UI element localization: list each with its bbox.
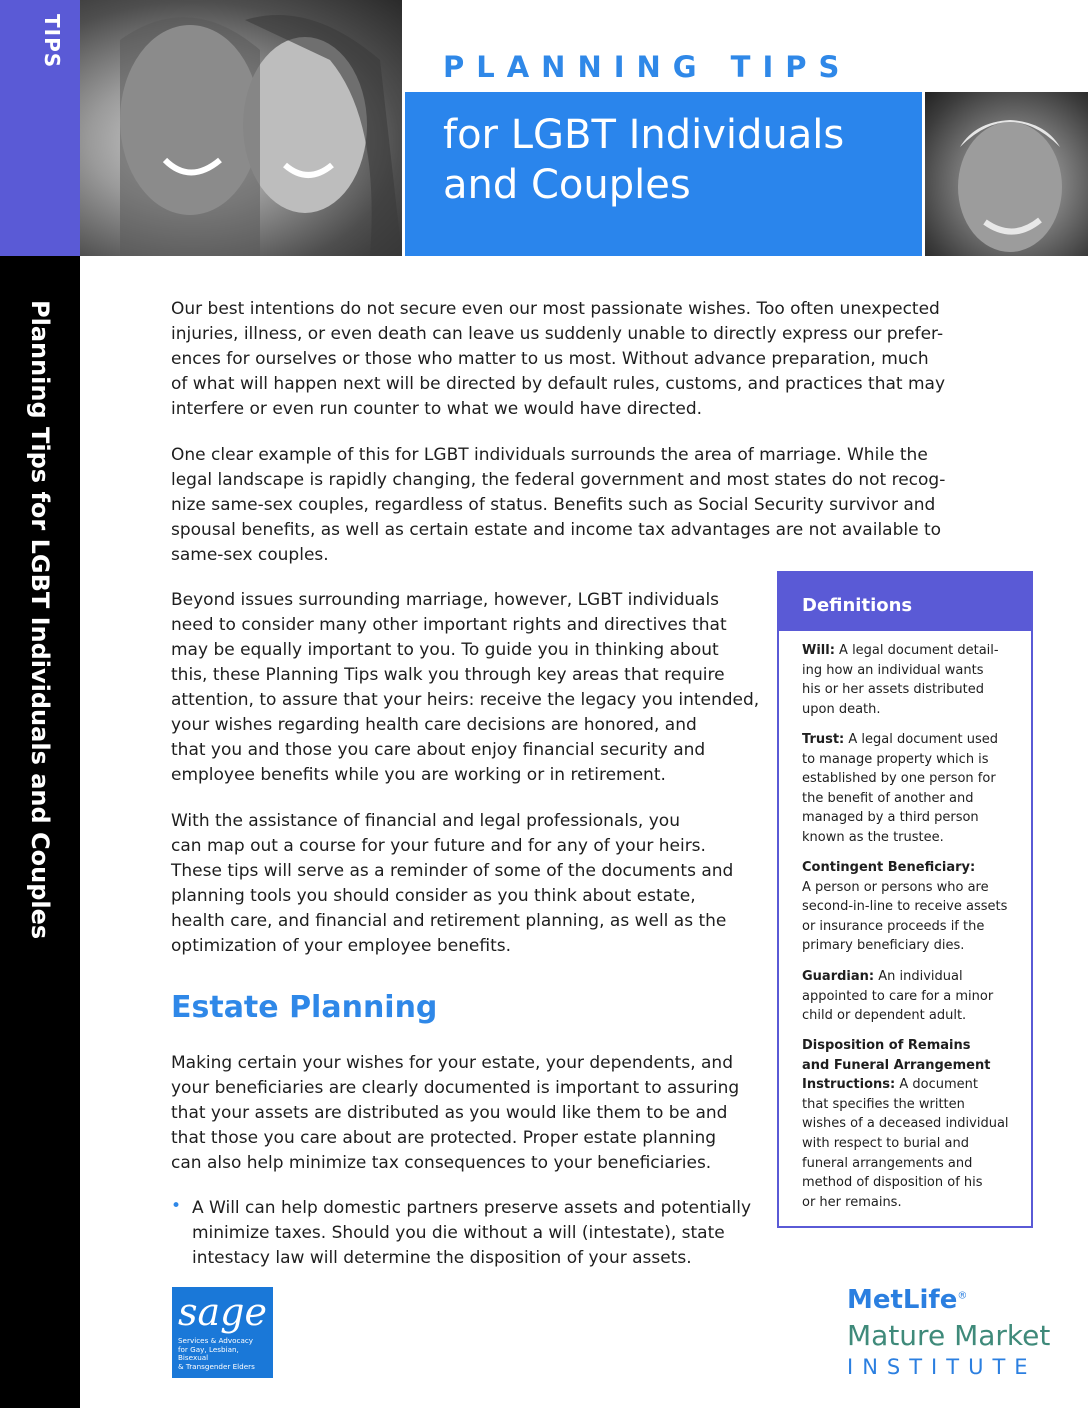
text-line: established by one person for xyxy=(802,771,996,787)
text-line: managed by a third person xyxy=(802,810,979,826)
sage-tagline-line: for Gay, Lesbian, Bisexual xyxy=(178,1344,239,1363)
sage-logo xyxy=(172,1287,273,1378)
text-line: Beyond issues surrounding marriage, however, LGBT individuals xyxy=(171,590,720,610)
text-line: known as the trustee. xyxy=(802,829,944,845)
sage-tagline-line: Services & Advocacy xyxy=(178,1336,254,1345)
definition-term: and Funeral Arrangement xyxy=(802,1057,991,1073)
text-line: your wishes regarding health care decisions are honored, and xyxy=(171,715,697,735)
text-line: with respect to burial and xyxy=(802,1135,969,1151)
text-line: your beneficiaries are clearly documented is important to assuring xyxy=(171,1078,740,1098)
text-line: can also help minimize tax consequences to your beneficiaries. xyxy=(171,1153,712,1173)
text-line: Making certain your wishes for your estate, your dependents, and xyxy=(171,1053,733,1073)
text-line: same-sex couples. xyxy=(171,545,329,565)
photo-two-women xyxy=(80,0,402,256)
text-line xyxy=(802,858,1017,878)
definition-will xyxy=(802,641,1017,719)
text-line: planning tools you should consider as you think about estate, xyxy=(171,886,696,906)
text-line: that you and those you care about enjoy financial security and xyxy=(171,740,706,760)
definition-term: Disposition of Remains xyxy=(802,1038,971,1053)
intro-paragraph-1 xyxy=(171,297,945,422)
text-line: that your assets are distributed as you would like them to be and xyxy=(171,1103,728,1123)
registered-mark: ® xyxy=(957,1290,968,1302)
text-line: injuries, illness, or even death can leave us suddenly unable to directly express our prefer- xyxy=(171,324,944,344)
tips-tab-label: TIPS xyxy=(40,14,64,69)
text-line: A Will can help domestic partners preserve assets and potentially xyxy=(192,1198,752,1218)
metlife-logo xyxy=(847,1285,967,1315)
estate-paragraph xyxy=(171,1051,739,1176)
text-line: ences for ourselves or those who matter to us most. Without advance preparation, much xyxy=(171,349,929,369)
text-line: ing how an individual wants xyxy=(802,662,984,678)
text-line xyxy=(802,1036,1017,1056)
definition-term: Trust: xyxy=(802,732,845,747)
text-line: of what will happen next will be directed by default rules, customs, and practices that may xyxy=(171,374,945,394)
text-line: appointed to care for a minor xyxy=(802,988,994,1004)
definition-text: A legal document detail- xyxy=(834,643,999,658)
definition-term: Contingent Beneficiary: xyxy=(802,860,976,875)
definitions-box xyxy=(777,571,1033,1228)
definition-text: A legal document used xyxy=(844,732,998,747)
page-title-line-1: for LGBT Individuals xyxy=(443,112,845,158)
text-line: second-in-line to receive assets xyxy=(802,899,1008,915)
definition-term: Will: xyxy=(802,643,835,658)
text-line: may be equally important to you. To guide you in thinking about xyxy=(171,640,719,660)
intro-paragraph-4 xyxy=(171,809,733,959)
tips-tab xyxy=(0,0,80,256)
estate-bullet-will xyxy=(192,1196,751,1271)
text-line: or insurance proceeds if the xyxy=(802,918,985,934)
text-line: his or her assets distributed xyxy=(802,682,984,698)
text-line xyxy=(802,967,1017,987)
vertical-title: Planning Tips for LGBT Individuals and Couples xyxy=(26,300,54,940)
definition-trust xyxy=(802,730,1017,848)
metlife-wordmark: MetLife xyxy=(847,1285,958,1315)
text-line: need to consider many other important rights and directives that xyxy=(171,615,727,635)
definition-guardian xyxy=(802,967,1017,1026)
definition-term: Guardian: xyxy=(802,969,875,984)
photo-older-man-illustration xyxy=(925,92,1088,256)
photo-two-women-illustration xyxy=(80,0,402,256)
text-line: A person or persons who are xyxy=(802,879,989,895)
text-line: that those you care about are protected. Proper estate planning xyxy=(171,1128,717,1148)
text-line: These tips will serve as a reminder of some of the documents and xyxy=(171,861,734,881)
text-line: funeral arrangements and xyxy=(802,1155,973,1171)
text-line: One clear example of this for LGBT individuals surrounds the area of marriage. While the xyxy=(171,445,928,465)
text-line: employee benefits while you are working or in retirement. xyxy=(171,765,666,785)
title-banner xyxy=(405,92,922,256)
text-line: intestacy law will determine the disposition of your assets. xyxy=(192,1248,692,1268)
sage-logo-wordmark: sage xyxy=(178,1290,267,1334)
intro-paragraph-2 xyxy=(171,443,945,568)
text-line: minimize taxes. Should you die without a will (intestate), state xyxy=(192,1223,725,1243)
text-line: upon death. xyxy=(802,701,881,717)
bullet-marker: • xyxy=(171,1196,182,1216)
text-line: interfere or even run counter to what we would have directed. xyxy=(171,399,703,419)
page-title xyxy=(443,110,844,210)
text-line xyxy=(802,1075,1017,1095)
vertical-title-bar xyxy=(0,256,80,1408)
page-title-line-2: and Couples xyxy=(443,162,691,208)
text-line: this, these Planning Tips walk you through key areas that require xyxy=(171,665,725,685)
sage-logo-tagline xyxy=(178,1337,270,1371)
text-line: method of disposition of his xyxy=(802,1175,983,1191)
text-line: to manage property which is xyxy=(802,751,989,767)
mature-market-wordmark: Mature Market xyxy=(847,1319,1051,1352)
intro-paragraph-3 xyxy=(171,588,759,788)
header-kicker: PLANNING TIPS xyxy=(443,50,852,84)
definition-text: An individual xyxy=(874,969,963,984)
definition-contingent-beneficiary xyxy=(802,858,1017,956)
section-heading-estate-planning: Estate Planning xyxy=(171,990,438,1025)
institute-wordmark: INSTITUTE xyxy=(847,1355,1037,1379)
sage-tagline-line: & Transgender Elders xyxy=(178,1361,255,1371)
definitions-heading: Definitions xyxy=(802,595,913,616)
text-line: With the assistance of financial and legal professionals, you xyxy=(171,811,680,831)
text-line: spousal benefits, as well as certain estate and income tax advantages are not available to xyxy=(171,520,942,540)
text-line: Our best intentions do not secure even our most passionate wishes. Too often unexpected xyxy=(171,299,940,319)
text-line: health care, and financial and retirement planning, as well as the xyxy=(171,911,727,931)
text-line: nize same-sex couples, regardless of status. Benefits such as Social Security survivor and xyxy=(171,495,936,515)
text-line: the benefit of another and xyxy=(802,790,974,806)
text-line: attention, to assure that your heirs: receive the legacy you intended, xyxy=(171,690,760,710)
text-line: wishes of a deceased individual xyxy=(802,1116,1009,1132)
text-line: can map out a course for your future and for any of your heirs. xyxy=(171,836,706,856)
text-line: legal landscape is rapidly changing, the federal government and most states do not recog- xyxy=(171,470,946,490)
definition-term: Instructions: xyxy=(802,1077,896,1093)
text-line xyxy=(802,641,1017,661)
photo-older-man xyxy=(925,92,1088,256)
text-line xyxy=(802,1056,1017,1076)
definition-text: A document xyxy=(895,1077,978,1093)
text-line: or her remains. xyxy=(802,1194,902,1210)
text-line xyxy=(802,730,1017,750)
definition-disposition-of-remains xyxy=(802,1036,1017,1212)
text-line: primary beneficiary dies. xyxy=(802,938,965,954)
text-line: that specifies the written xyxy=(802,1096,965,1112)
text-line: child or dependent adult. xyxy=(802,1008,967,1024)
text-line: optimization of your employee benefits. xyxy=(171,936,512,956)
definitions-header xyxy=(779,573,1031,631)
